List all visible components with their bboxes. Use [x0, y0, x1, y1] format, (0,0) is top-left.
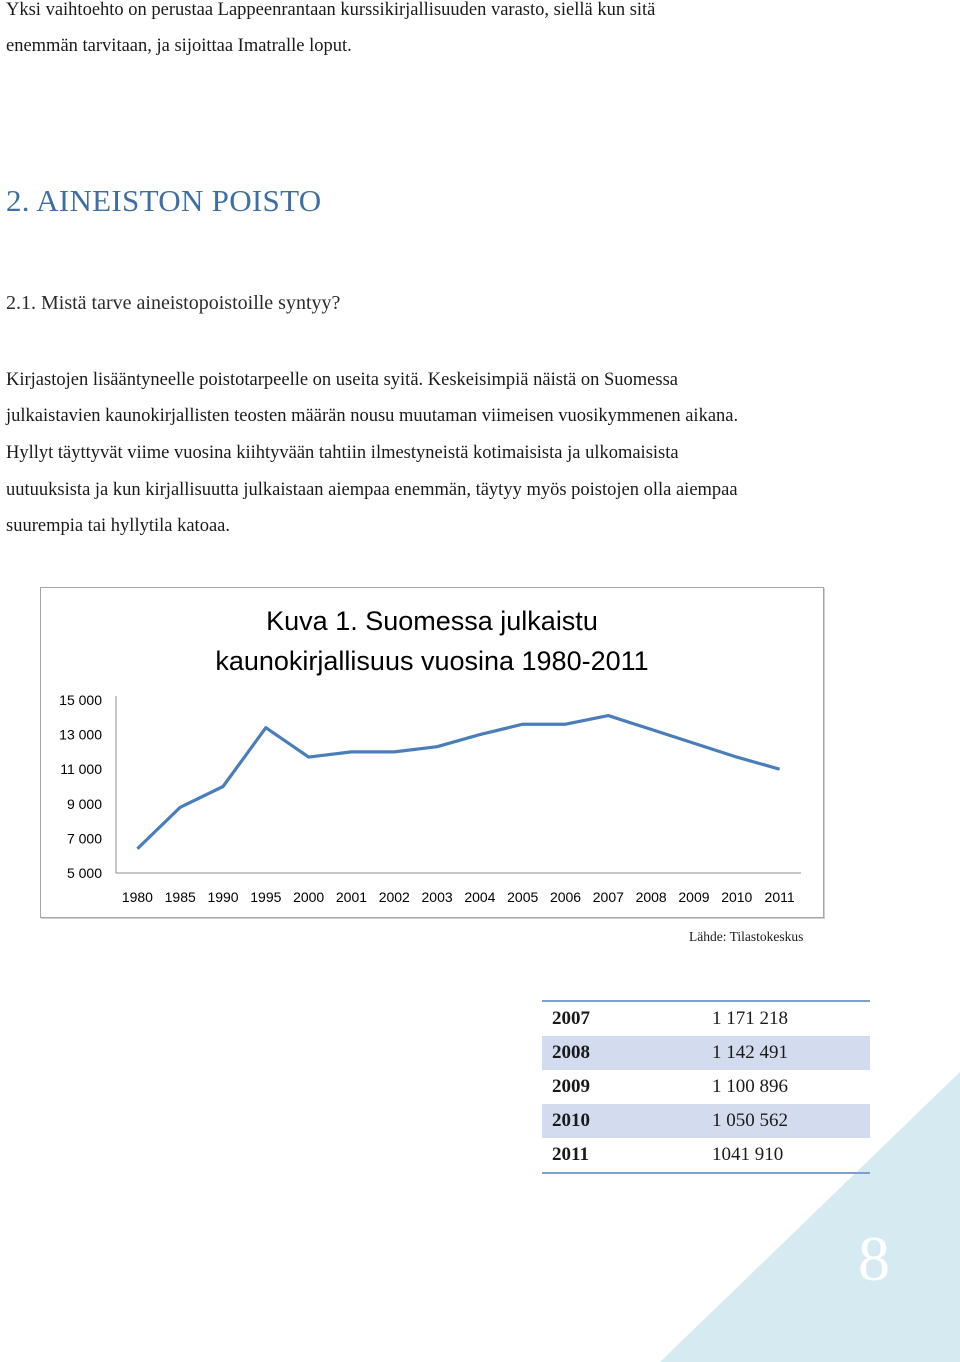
year-cell: 2011	[552, 1144, 589, 1165]
x-tick-label: 1990	[207, 889, 239, 905]
year-cell: 2010	[542, 1104, 702, 1138]
x-tick-label: 2009	[678, 889, 710, 905]
y-tick-label: 9 000	[66, 795, 102, 812]
body-line-5: suurempia tai hyllytila katoaa.	[6, 516, 230, 536]
year-cell: 2009	[552, 1076, 590, 1097]
line-chart	[41, 588, 823, 917]
x-tick-label: 2007	[592, 889, 624, 905]
x-tick-label: 2001	[335, 889, 368, 905]
body-line-4: uutuuksista ja kun kirjallisuutta julkaistaan aiempaa enemmän, täytyy myös poistojen olla aiempaa	[6, 480, 738, 500]
x-tick-label: 1995	[250, 889, 282, 905]
table-row	[542, 1036, 870, 1070]
table-row	[542, 1001, 870, 1036]
chart-title-line-2: kaunokirjallisuus vuosina 1980-2011	[215, 646, 649, 676]
x-tick-label: 2006	[549, 889, 582, 905]
x-tick-label: 2008	[635, 889, 667, 905]
table-row	[542, 1070, 870, 1104]
x-tick-label: 2003	[421, 889, 453, 905]
x-tick-label: 1980	[121, 889, 153, 905]
table-row	[542, 1138, 870, 1173]
chart-title-line-1: Kuva 1. Suomessa julkaistu	[266, 606, 598, 636]
y-tick-label: 13 000	[59, 726, 102, 743]
x-tick-label: 2011	[764, 889, 795, 905]
body-line-2: julkaistavien kaunokirjallisten teosten määrän nousu muutaman viimeisen vuosikymmenen aikana.	[6, 406, 739, 426]
year-cell: 2007	[552, 1008, 590, 1029]
body-line-1: Kirjastojen lisääntyneelle poistotarpeelle on useita syitä. Keskeisimpiä näistä on Suomessa	[6, 370, 679, 390]
subsection-heading: 2.1. Mistä tarve aineistopoistoille syntyy?	[6, 292, 341, 314]
page-number: 8	[858, 1223, 890, 1294]
chart-source: Lähde: Tilastokeskus	[689, 929, 804, 944]
x-tick-label: 2000	[293, 889, 325, 905]
value-cell: 1 171 218	[712, 1008, 788, 1029]
year-cell: 2008	[542, 1036, 702, 1070]
y-tick-label: 11 000	[60, 761, 102, 778]
yearly-stats-table	[542, 1000, 870, 1174]
x-tick-label: 2002	[378, 889, 410, 905]
x-tick-label: 1985	[164, 889, 196, 905]
table-row	[542, 1104, 870, 1138]
body-line-3: Hyllyt täyttyvät viime vuosina kiihtyvään tahtiin ilmestyneistä kotimaisista ja ulkomaisista	[6, 443, 679, 463]
y-tick-label: 15 000	[59, 692, 102, 708]
y-tick-label: 7 000	[66, 830, 102, 847]
value-cell: 1 050 562	[702, 1104, 870, 1138]
intro-line-1: Yksi vaihtoehto on perustaa Lappeenrantaan kurssikirjallisuuden varasto, siellä kun sitä	[6, 0, 656, 20]
section-heading: 2. AINEISTON POISTO	[6, 183, 322, 218]
x-tick-label: 2010	[721, 889, 753, 905]
value-cell: 1041 910	[712, 1144, 784, 1165]
value-cell: 1 100 896	[712, 1076, 788, 1097]
x-tick-label: 2004	[464, 889, 496, 905]
value-cell: 1 142 491	[702, 1036, 870, 1070]
series-line	[137, 716, 779, 849]
y-tick-label: 5 000	[66, 865, 102, 881]
x-tick-label: 2005	[507, 889, 539, 905]
intro-line-2: enemmän tarvitaan, ja sijoittaa Imatralle loput.	[6, 36, 352, 56]
chart-frame	[40, 587, 824, 918]
